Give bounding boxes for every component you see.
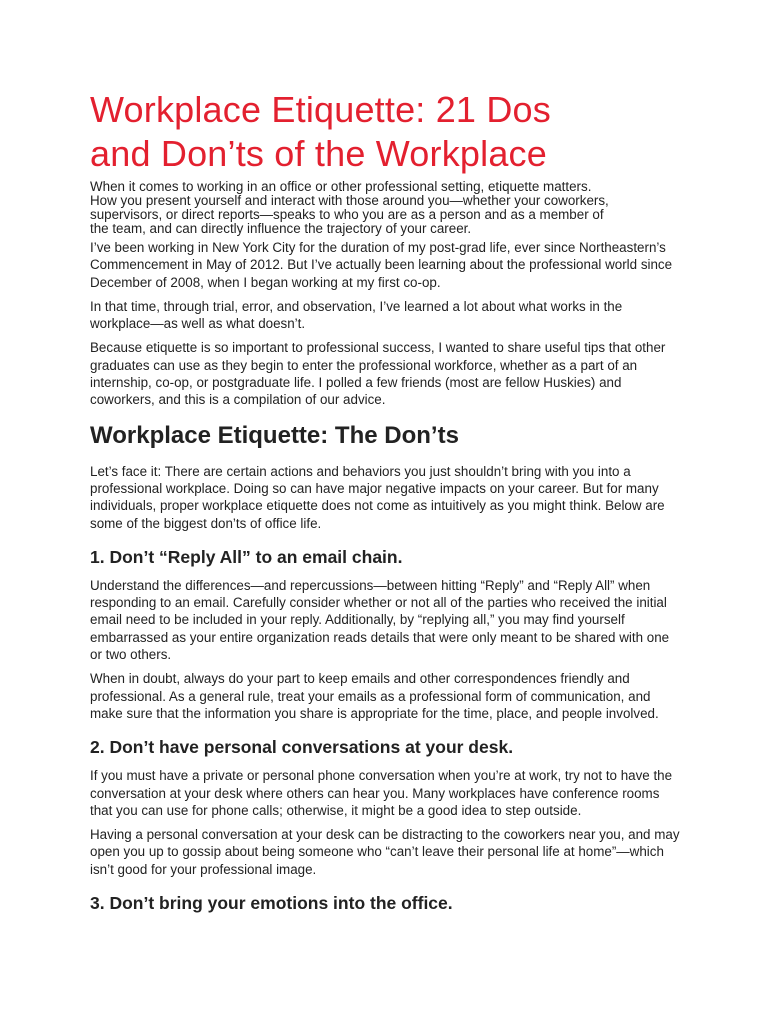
intro-line-4: the team, and can directly influence the trajectory of your career. bbox=[90, 221, 472, 236]
intro-paragraph bbox=[90, 180, 682, 236]
paragraph-new-york: I’ve been working in New York City for the duration of my post-grad life, ever since Northeastern’s Commencement in May of 2012. But I’ve actually been learning about the professional world since December of 2008, when I began working at my first co-op. bbox=[90, 240, 673, 290]
donts-heading: Workplace Etiquette: The Don’ts bbox=[90, 421, 459, 449]
article-title-line-2: and Don’ts of the Workplace bbox=[90, 133, 547, 174]
intro-line-1: When it comes to working in an office or other professional setting, etiquette matters. bbox=[90, 179, 592, 194]
item-2-heading: 2. Don’t have personal conversations at your desk. bbox=[90, 737, 514, 758]
item-1-paragraph-2: When in doubt, always do your part to keep emails and other correspondences friendly and professional. As a general rule, treat your emails as a professional form of communication, and make sure that the information you share is appropriate for the time, place, and people involved. bbox=[90, 671, 659, 721]
donts-intro-paragraph: Let’s face it: There are certain actions and behaviors you just shouldn’t bring with you into a professional workplace. Doing so can have major negative impacts on your career. But for many individuals, proper workplace etiquette does not come as intuitively as you might think. Below are some of the biggest don’ts of office life. bbox=[90, 463, 665, 531]
intro-line-3: supervisors, or direct reports—speaks to who you are as a person and as a member of bbox=[90, 207, 604, 222]
intro-line-2: How you present yourself and interact with those around you—whether your coworkers, bbox=[90, 193, 609, 208]
item-3-heading: 3. Don’t bring your emotions into the office. bbox=[90, 893, 453, 914]
item-2-paragraph-2: Having a personal conversation at your desk can be distracting to the coworkers near you, and may open you up to gossip about being someone who “can’t leave their personal life at home”—which isn’t good for your professional image. bbox=[90, 827, 680, 877]
paragraph-trial-error: In that time, through trial, error, and observation, I’ve learned a lot about what works in the workplace—as well as what doesn’t. bbox=[90, 298, 623, 332]
item-1-heading: 1. Don’t “Reply All” to an email chain. bbox=[90, 546, 403, 567]
article-title bbox=[90, 88, 682, 176]
paragraph-why-etiquette: Because etiquette is so important to professional success, I wanted to share useful tips that other graduates can use as they begin to enter the professional workforce, whether as a part of an internship, co-op, or postgraduate life. I polled a few friends (most are fellow Huskies) and coworkers, and this is a compilation of our advice. bbox=[90, 340, 666, 408]
item-2-paragraph-1: If you must have a private or personal phone conversation when you’re at work, try not to have the conversation at your desk where others can hear you. Many workplaces have conference rooms that you can use for phone calls; otherwise, it might be a good idea to step outside. bbox=[90, 768, 673, 818]
item-1-paragraph-1: Understand the differences—and repercussions—between hitting “Reply” and “Reply All” when responding to an email. Carefully consider whether or not all of the parties who received the initial email need to be included in your reply. Additionally, by “replying all,” you may find yourself embarrassed as your entire organization reads details that were only meant to be shared with one or two others. bbox=[90, 577, 670, 663]
article-title-line-1: Workplace Etiquette: 21 Dos bbox=[90, 89, 551, 130]
document-page bbox=[90, 88, 682, 923]
